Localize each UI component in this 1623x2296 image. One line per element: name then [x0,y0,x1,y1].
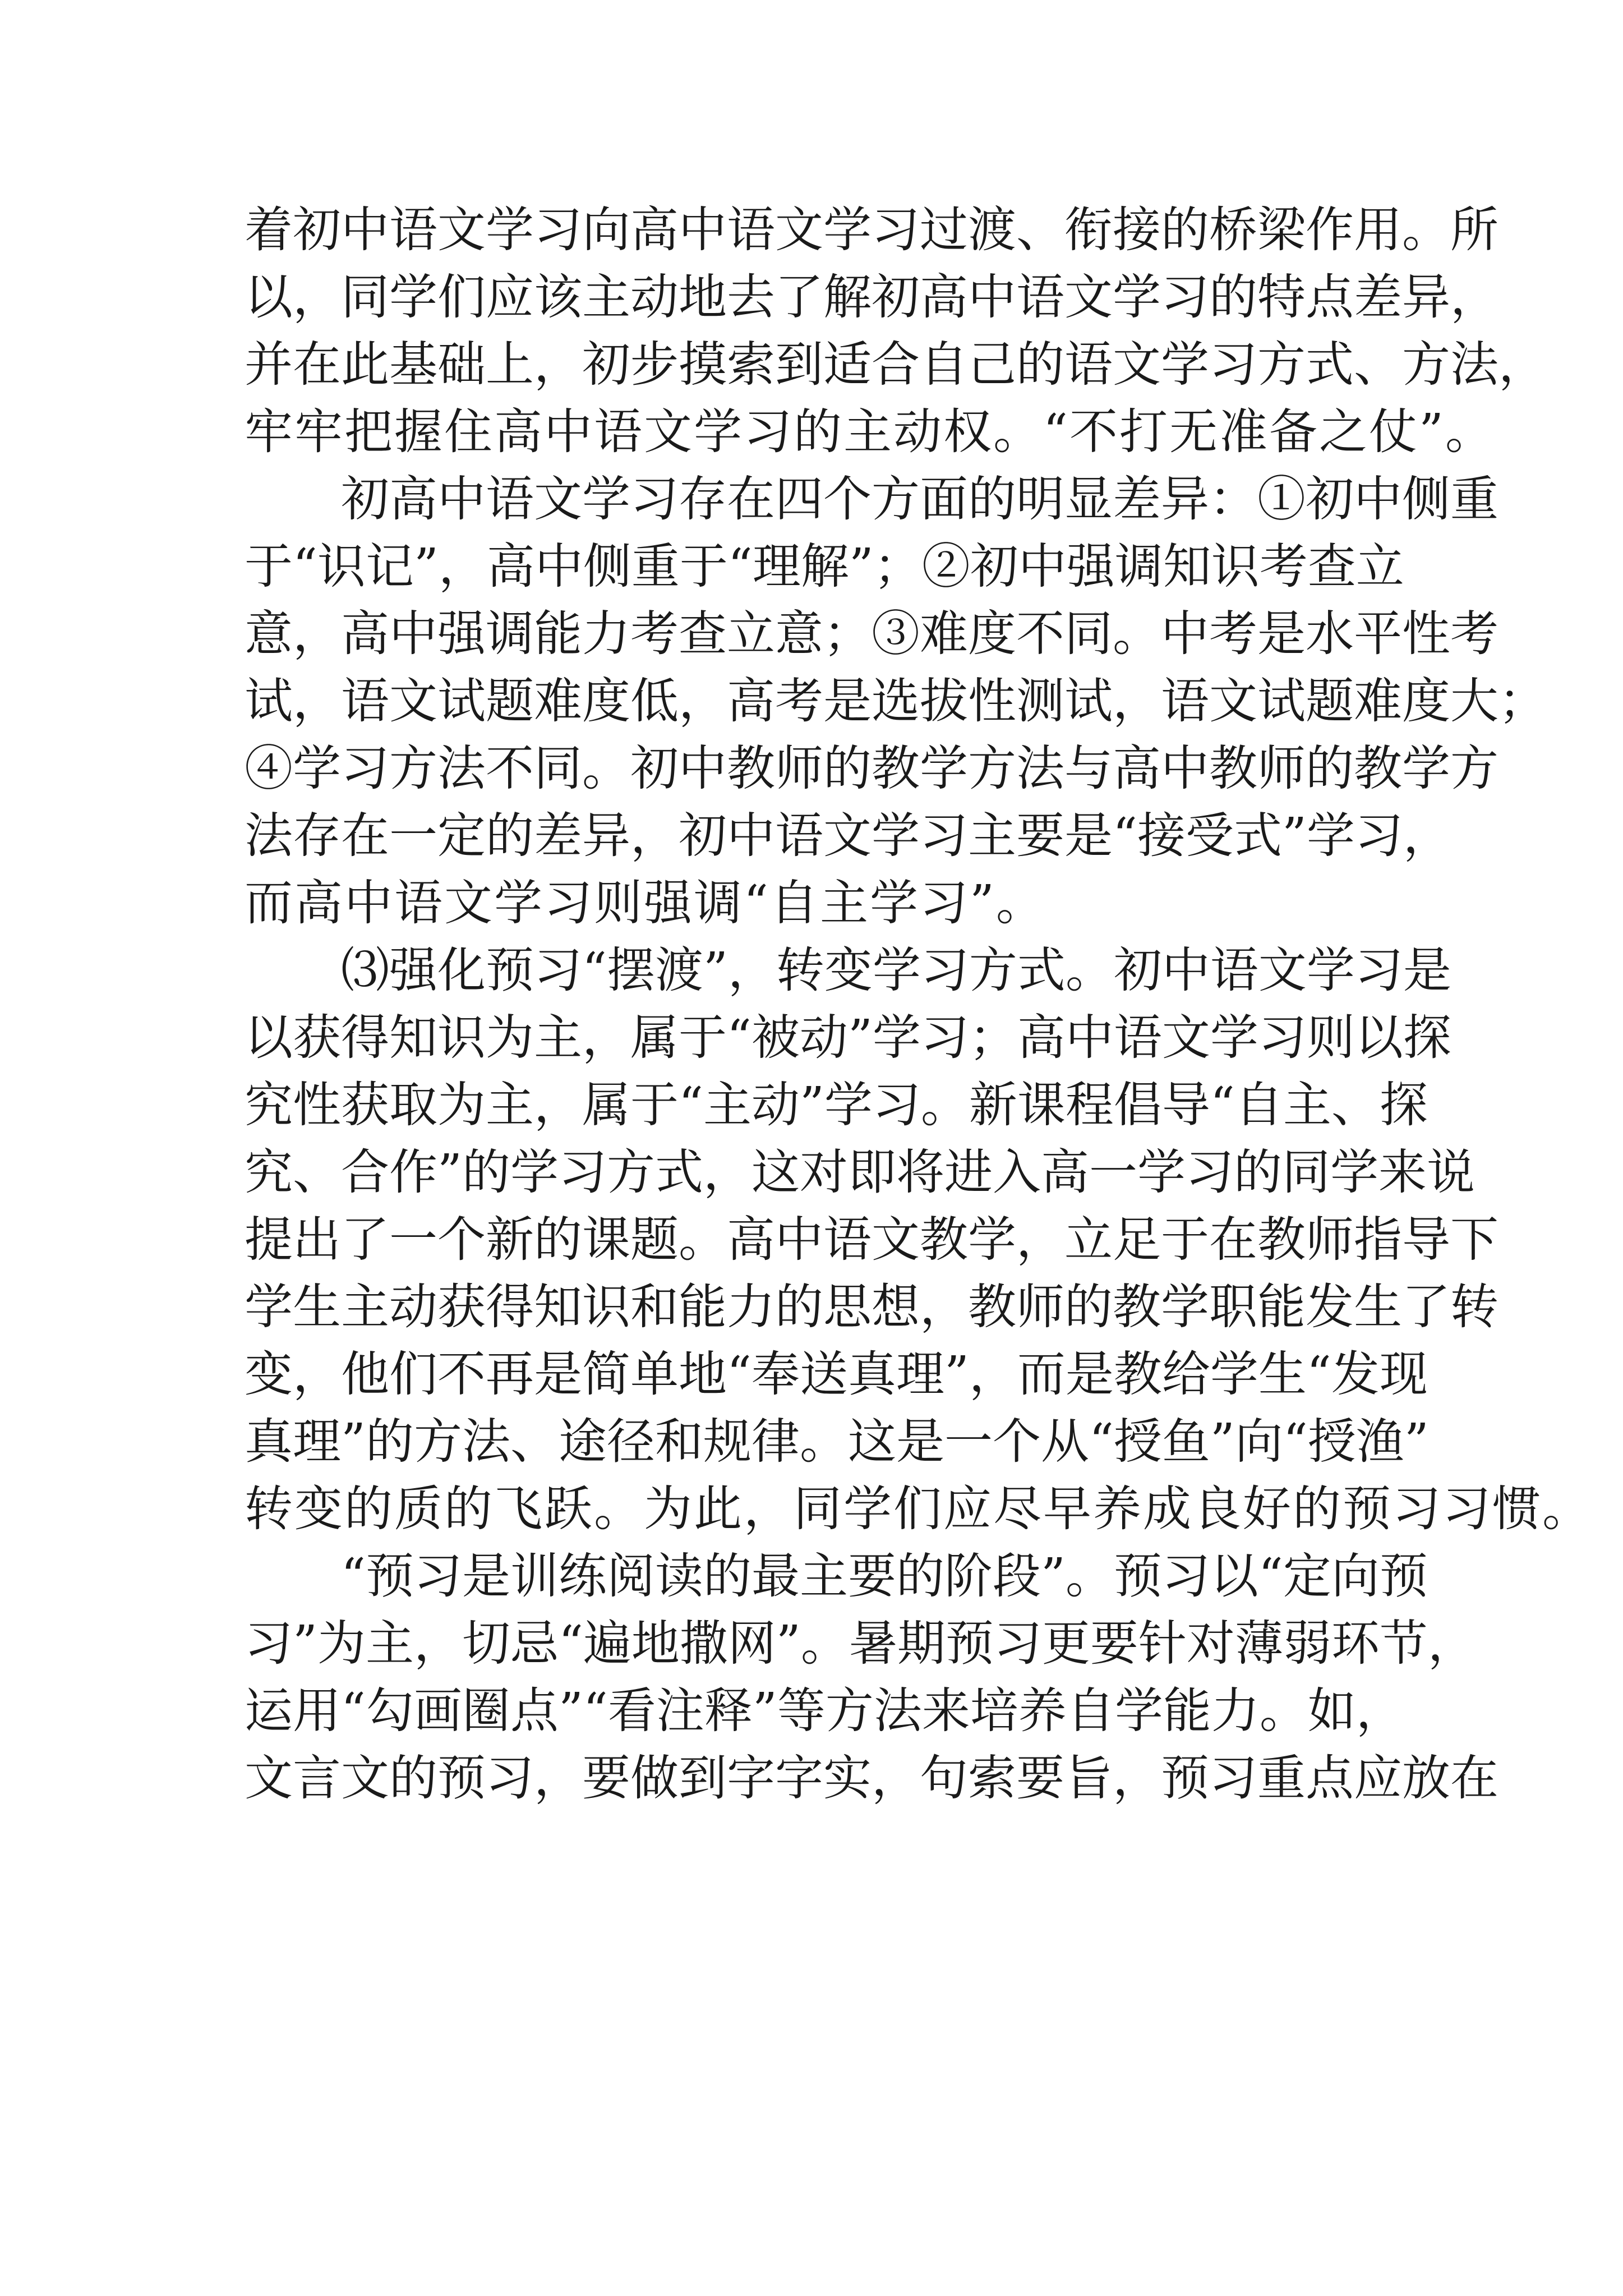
text-line: 意，高中强调能力考查立意；③难度不同。中考是水平性考 [245,606,1498,662]
text-line: 着初中语文学习向高中语文学习过渡、衔接的桥梁作用。所 [245,202,1498,258]
text-line: 于“识记”，高中侧重于“理解”；②初中强调知识考查立 [245,539,1404,595]
text-line: 提出了一个新的课题。高中语文教学，立足于在教师指导下 [245,1212,1498,1268]
text-line: 变，他们不再是简单地“奉送真理”，而是教给学生“发现 [245,1346,1428,1402]
body-text [245,196,1592,1812]
text-line: 习”为主，切忌“遍地撒网”。暑期预习更要针对薄弱环节， [245,1616,1476,1672]
text-line: 以，同学们应该主动地去了解初高中语文学习的特点差异， [245,269,1498,325]
text-line: 并在此基础上，初步摸索到适合自己的语文学习方式、方法， [245,337,1547,393]
text-line: 学生主动获得知识和能力的思想，教师的教学职能发生了转 [245,1279,1498,1335]
paragraph-first-line: ⑶强化预习“摆渡”，转变学习方式。初中语文学习是 [341,942,1451,999]
text-line: 法存在一定的差异，初中语文学习主要是“接受式”学习， [245,808,1451,864]
text-line: 究、合作”的学习方式，这对即将进入高一学习的同学来说 [245,1144,1475,1200]
text-line: 以获得知识为主，属于“被动”学习；高中语文学习则以探 [245,1010,1451,1066]
paragraph-first-line: 初高中语文学习存在四个方面的明显差异：①初中侧重 [341,471,1498,527]
text-line: ④学习方法不同。初中教师的教学方法与高中教师的教学方 [245,740,1498,797]
paragraph-first-line: “预习是训练阅读的最主要的阶段”。预习以“定向预 [341,1548,1428,1604]
text-line: 究性获取为主，属于“主动”学习。新课程倡导“自主、探 [245,1077,1428,1133]
text-line: 运用“勾画圈点”“看注释”等方法来培养自学能力。如， [245,1683,1404,1739]
text-line: 试，语文试题难度低，高考是选拔性测试，语文试题难度大； [245,673,1547,729]
text-line: 而高中语文学习则强调“自主学习”。 [245,875,1046,931]
text-line: 真理”的方法、途径和规律。这是一个从“授鱼”向“授渔” [245,1414,1429,1470]
text-line: 转变的质的飞跃。为此，同学们应尽早养成良好的预习习惯。 [245,1481,1592,1537]
text-line: 牢牢把握住高中语文学习的主动权。“不打无准备之仗”。 [245,404,1495,460]
text-line: 文言文的预习，要做到字字实，句索要旨，预习重点应放在 [245,1750,1498,1806]
